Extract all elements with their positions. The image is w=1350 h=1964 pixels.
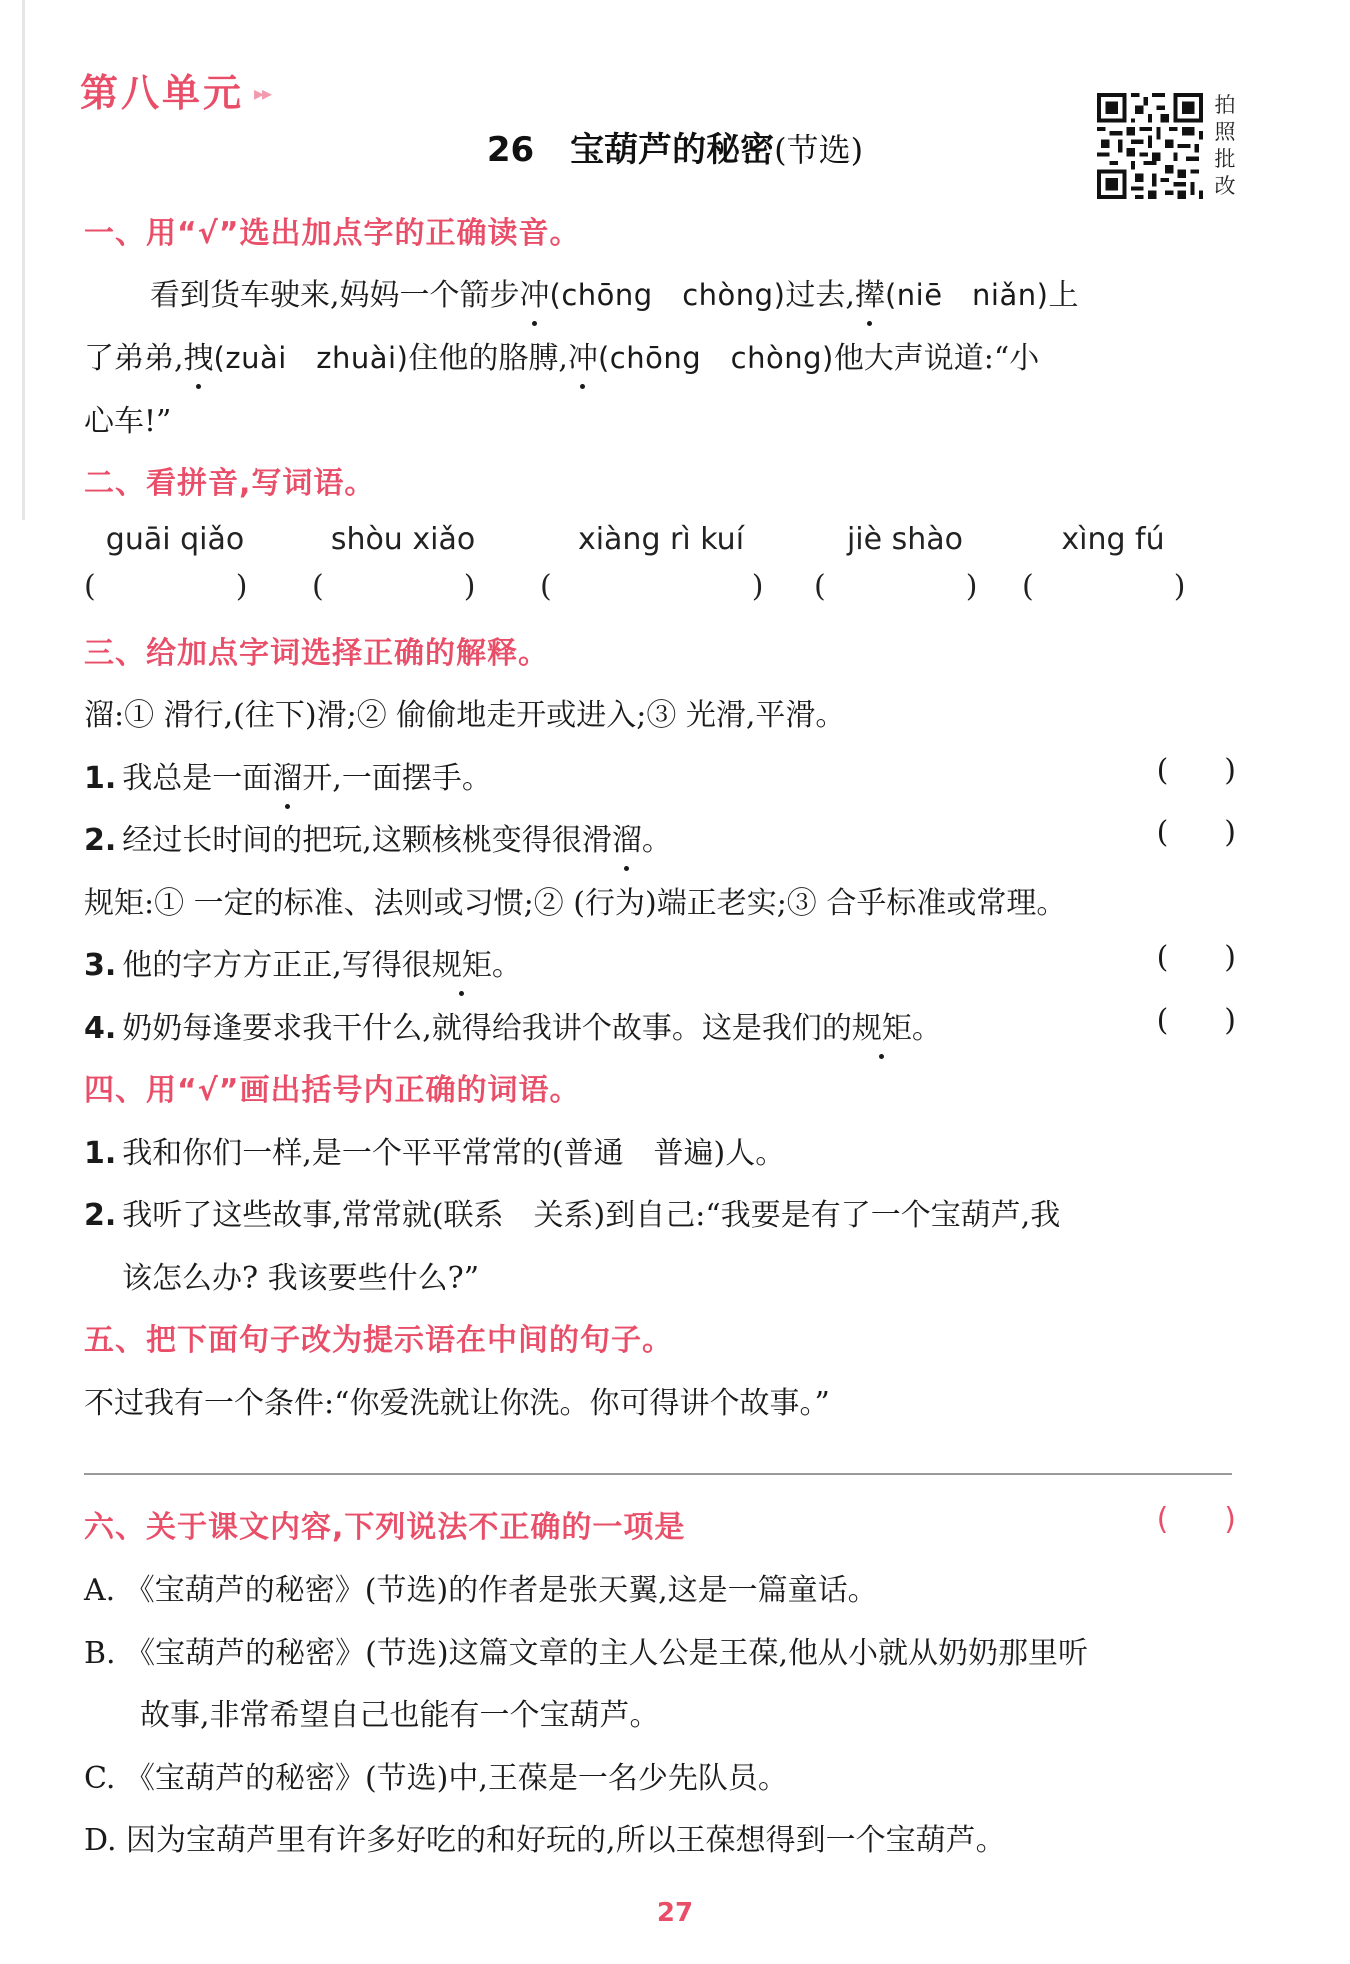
dotted-char: 溜 [272, 753, 302, 797]
section-6-heading: 六、关于课文内容,下列说法不正确的一项是 [84, 1510, 686, 1545]
text: 经过长时间的把玩,这颗核桃变得很滑 [122, 823, 612, 858]
dotted-char: 冲 [520, 270, 550, 314]
text: 我总是一面 [122, 761, 273, 796]
binding-line [22, 0, 25, 520]
pinyin-options[interactable]: (zuài zhuài) [213, 341, 409, 375]
double-arrow-icon: ▸▸ [254, 81, 271, 105]
option-b-cont: 故事,非常希望自己也能有一个宝葫芦。 [140, 1698, 660, 1733]
answer-line[interactable] [84, 1473, 1232, 1475]
qr-caption-char: 拍 [1214, 93, 1236, 117]
s4-question-2-cont: 该怎么办? 我该要些什么?” [122, 1261, 480, 1296]
qr-caption-char: 照 [1214, 120, 1236, 144]
pinyin: jiè shào [846, 522, 964, 557]
text: 看到货车驶来,妈妈一个箭步 [150, 278, 520, 313]
dotted-char: 冲 [568, 333, 598, 377]
dotted-word: 规矩 [432, 940, 492, 984]
pinyin: xìng fú [1061, 522, 1165, 557]
answer-box-2[interactable]: ( ) [1156, 815, 1236, 850]
dotted-char: 撵 [855, 270, 885, 314]
answer-blank[interactable]: ( ) [1022, 569, 1186, 604]
option-b[interactable]: B. 《宝葫芦的秘密》(节选)这篇文章的主人公是王葆,他从小就从奶奶那里听 [84, 1636, 1089, 1671]
pinyin-item-4 [814, 522, 996, 604]
word-options[interactable]: (联系 关系) [431, 1198, 606, 1233]
pinyin: guāi qiǎo [105, 522, 245, 557]
dotted-word: 规矩 [852, 1003, 912, 1047]
text: 开,一面摆手。 [302, 761, 492, 796]
pinyin-item-5 [1022, 522, 1204, 604]
text: 我听了这些故事,常常就 [122, 1198, 432, 1233]
pinyin-options[interactable]: (niē niǎn) [884, 278, 1049, 312]
question-number: 1. [84, 1136, 117, 1171]
option-c[interactable]: C. 《宝葫芦的秘密》(节选)中,王葆是一名少先队员。 [84, 1761, 788, 1796]
question-4 [84, 1003, 942, 1047]
section-5-heading: 五、把下面句子改为提示语在中间的句子。 [84, 1323, 673, 1358]
question-2 [84, 815, 672, 859]
text: 人。 [725, 1136, 786, 1171]
option-a[interactable]: A. 《宝葫芦的秘密》(节选)的作者是张天翼,这是一篇童话。 [84, 1573, 878, 1608]
text: 。 [491, 948, 522, 983]
section-3-heading: 三、给加点字词选择正确的解释。 [84, 636, 549, 671]
question-number: 3. [84, 948, 117, 983]
qr-caption-char: 改 [1214, 174, 1236, 198]
section-2-heading: 二、看拼音,写词语。 [84, 466, 376, 501]
answer-box-3[interactable]: ( ) [1156, 940, 1236, 975]
answer-blank[interactable]: ( ) [84, 569, 248, 604]
pinyin: xiàng rì kuí [577, 522, 745, 557]
text: 到自己:“我要是有了一个宝葫芦,我 [605, 1198, 1061, 1233]
unit-label [80, 62, 270, 117]
page-number: 27 [656, 1898, 694, 1928]
answer-blank[interactable]: ( ) [312, 569, 476, 604]
answer-box-1[interactable]: ( ) [1156, 753, 1236, 788]
answer-blank[interactable]: ( ) [814, 569, 978, 604]
lesson-subtitle: (节选) [774, 131, 864, 169]
lesson-name: 宝葫芦的秘密 [570, 130, 775, 170]
pinyin-item-2 [312, 522, 494, 604]
section-1-heading: 一、用“√”选出加点字的正确读音。 [84, 216, 581, 251]
section-4-heading: 四、用“√”画出括号内正确的词语。 [84, 1073, 581, 1108]
question-number: 2. [84, 1198, 117, 1233]
text: 我和你们一样,是一个平平常常的 [122, 1136, 552, 1171]
pinyin-item-3 [540, 522, 782, 604]
dotted-char: 溜 [612, 815, 642, 859]
question-1 [84, 753, 492, 797]
pinyin-options[interactable]: (chōng chòng) [549, 278, 786, 312]
s1-line-3: 心车!” [84, 404, 172, 439]
question-number: 4. [84, 1011, 117, 1046]
text: 。 [911, 1011, 942, 1046]
s4-question-2 [84, 1190, 1060, 1234]
s1-line-2 [84, 333, 1039, 377]
text: 住他的胳膊, [408, 341, 568, 376]
text: 上 [1048, 278, 1079, 313]
qr-caption-char: 批 [1214, 147, 1236, 171]
option-d[interactable]: D. 因为宝葫芦里有许多好吃的和好玩的,所以王葆想得到一个宝葫芦。 [84, 1823, 1006, 1858]
pinyin: shòu xiǎo [330, 522, 476, 557]
text: 过去, [785, 278, 855, 313]
text: 奶奶每逢要求我干什么,就得给我讲个故事。这是我们的 [122, 1011, 852, 1046]
pinyin-options[interactable]: (chōng chòng) [597, 341, 834, 375]
s5-sentence: 不过我有一个条件:“你爱洗就让你洗。你可得讲个故事。” [84, 1386, 830, 1421]
question-number: 1. [84, 761, 117, 796]
definition-guiju: 规矩:① 一定的标准、法则或习惯;② (行为)端正老实;③ 合乎标准或常理。 [84, 886, 1067, 921]
question-number: 2. [84, 823, 117, 858]
text: 了弟弟, [84, 341, 184, 376]
answer-box-6[interactable]: ( ) [1156, 1502, 1236, 1537]
answer-box-4[interactable]: ( ) [1156, 1003, 1236, 1038]
text: 。 [641, 823, 672, 858]
definition-liu: 溜:① 滑行,(往下)滑;② 偷偷地走开或进入;③ 光滑,平滑。 [84, 698, 846, 733]
qr-code-icon[interactable] [1096, 92, 1204, 200]
lesson-number: 26 [486, 130, 535, 170]
word-options[interactable]: (普通 普遍) [551, 1136, 726, 1171]
qr-caption [1210, 92, 1240, 200]
unit-title: 第八单元 [80, 71, 245, 115]
s4-question-1 [84, 1128, 785, 1172]
text: 他的字方方正正,写得很 [122, 948, 432, 983]
s1-line-1 [150, 270, 1078, 314]
text: 他大声说道:“小 [833, 341, 1040, 376]
answer-blank[interactable]: ( ) [540, 569, 764, 604]
question-3 [84, 940, 522, 984]
dotted-char: 拽 [184, 333, 214, 377]
pinyin-item-1 [84, 522, 266, 604]
